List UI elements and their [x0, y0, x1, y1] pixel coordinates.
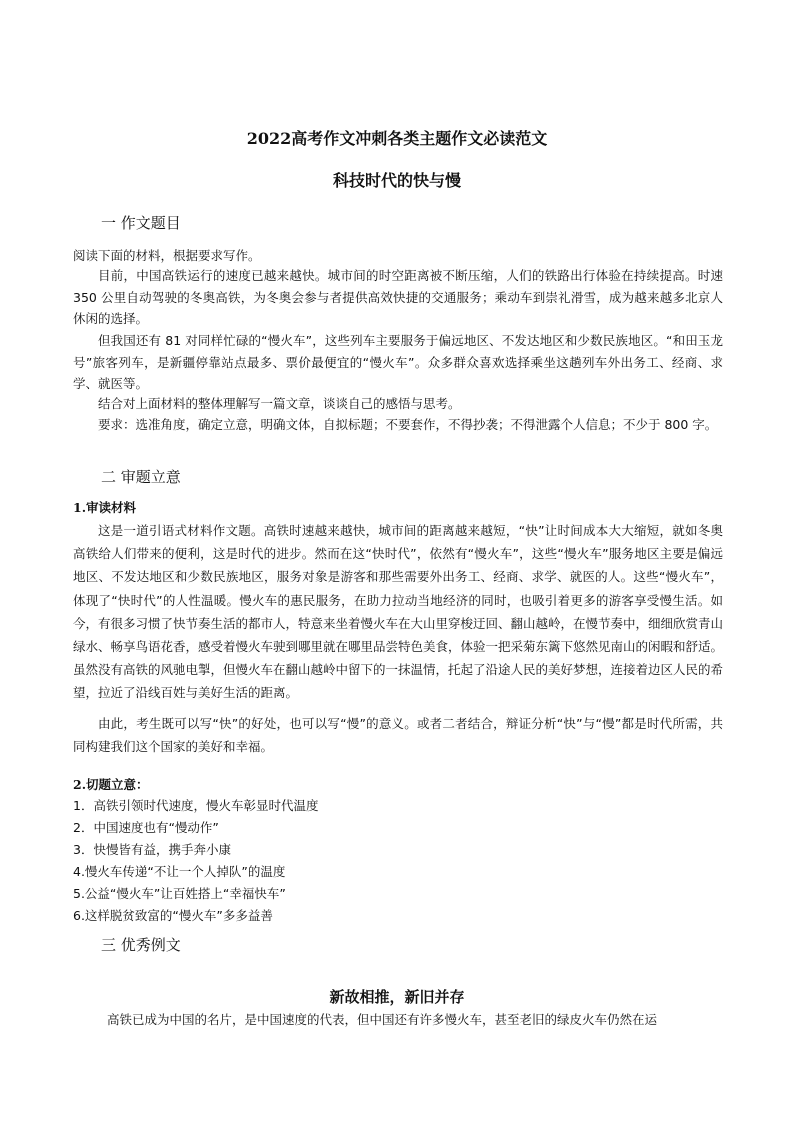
list-item: 2．中国速度也有“慢动作” — [73, 820, 219, 835]
analysis-paragraph-2: 由此，考生既可以写“快”的好处，也可以写“慢”的意义。或者二者结合，辩证分析“快”与“慢”都是时代所需，共同构建我们这个国家的美好和幸福。 — [73, 716, 723, 755]
list-item: 6.这样脱贫致富的“慢火车”多多益善 — [73, 908, 273, 923]
analysis-paragraph-1: 这是一道引语式材料作文题。高铁时速越来越快，城市间的距离越来越短，“快”让时间成本大大缩短，就如冬奥高铁给人们带来的便利，这是时代的进步。然而在这“快时代”，依然有“慢火车”，这些“慢火车”服务地区主要是偏远地区、不发达地区和少数民族地区，服务对象是游客和那些需要外出务工、经商、求学、就医的人。这些“慢火车”，体现了“快时代”的人性温暖。慢火车的惠民服务，在助力拉动当地经济的同时，也吸引着更多的游客享受慢生活。如今，有很多习惯了快节奏生活的都市人，特意来坐着慢火车在大山里穿梭迂回、翻山越岭，在慢节奏中，细细欣赏青山绿水、畅享鸟语花香，感受着慢火车驶到哪里就在哪里品尝特色美食，体验一把采菊东篱下悠然见南山的闲暇和舒适。虽然没有高铁的风驰电掣，但慢火车在翻山越岭中留下的一抹温情，托起了沿途人民的美好梦想，连接着边区人民的希望，拉近了沿线百姓与美好生活的距离。 — [73, 523, 724, 701]
main-title: 2022高考作文冲刺各类主题作文必读范文 — [246, 129, 548, 148]
section-heading-analysis: 二 审题立意 — [101, 468, 181, 486]
subheading-read-material: 1.审读材料 — [73, 500, 137, 515]
essay-paragraph-1: 高铁已成为中国的名片，是中国速度的代表，但中国还有许多慢火车，甚至老旧的绿皮火车仍然在运 — [107, 1012, 658, 1027]
list-item: 4.慢火车传递“不让一个人掉队”的温度 — [73, 864, 286, 879]
topic-paragraph-1: 目前，中国高铁运行的速度已越来越快。城市间的时空距离被不断压缩，人们的铁路出行体验在持续提高。时速 350 公里自动驾驶的冬奥高铁，为冬奥会参与者提供高效快捷的交通服务；乘动车到崇礼滑雪，成为越来越多北京人休闲的选择。 — [73, 268, 723, 327]
essay-title: 新故相推，新旧并存 — [329, 988, 465, 1006]
topic-requirements: 要求：选准角度，确定立意，明确文体，自拟标题；不要套作，不得抄袭；不得泄露个人信息；不少于 800 字。 — [98, 417, 718, 432]
list-item: 3．快慢皆有益，携手奔小康 — [73, 842, 231, 857]
list-item: 1．高铁引领时代速度，慢火车彰显时代温度 — [73, 798, 319, 813]
list-item: 5.公益“慢火车”让百姓搭上“幸福快车” — [73, 886, 286, 901]
topic-intro: 阅读下面的材料，根据要求写作。 — [73, 248, 261, 263]
section-heading-examples: 三 优秀例文 — [101, 936, 181, 954]
section-heading-topic: 一 作文题目 — [101, 214, 181, 232]
sub-title: 科技时代的快与慢 — [332, 171, 461, 190]
topic-paragraph-3: 结合对上面材料的整体理解写一篇文章，谈谈自己的感悟与思考。 — [98, 396, 461, 411]
topic-paragraph-2: 但我国还有 81 对同样忙碌的“慢火车”，这些列车主要服务于偏远地区、不发达地区和少数民族地区。“和田玉龙号”旅客列车，是新疆停靠站点最多、票价最便宜的“慢火车”。众多群众喜欢选择乘坐这趟列车外出务工、经商、求学、就医等。 — [73, 333, 723, 392]
subheading-thesis: 2.切题立意： — [73, 777, 149, 792]
